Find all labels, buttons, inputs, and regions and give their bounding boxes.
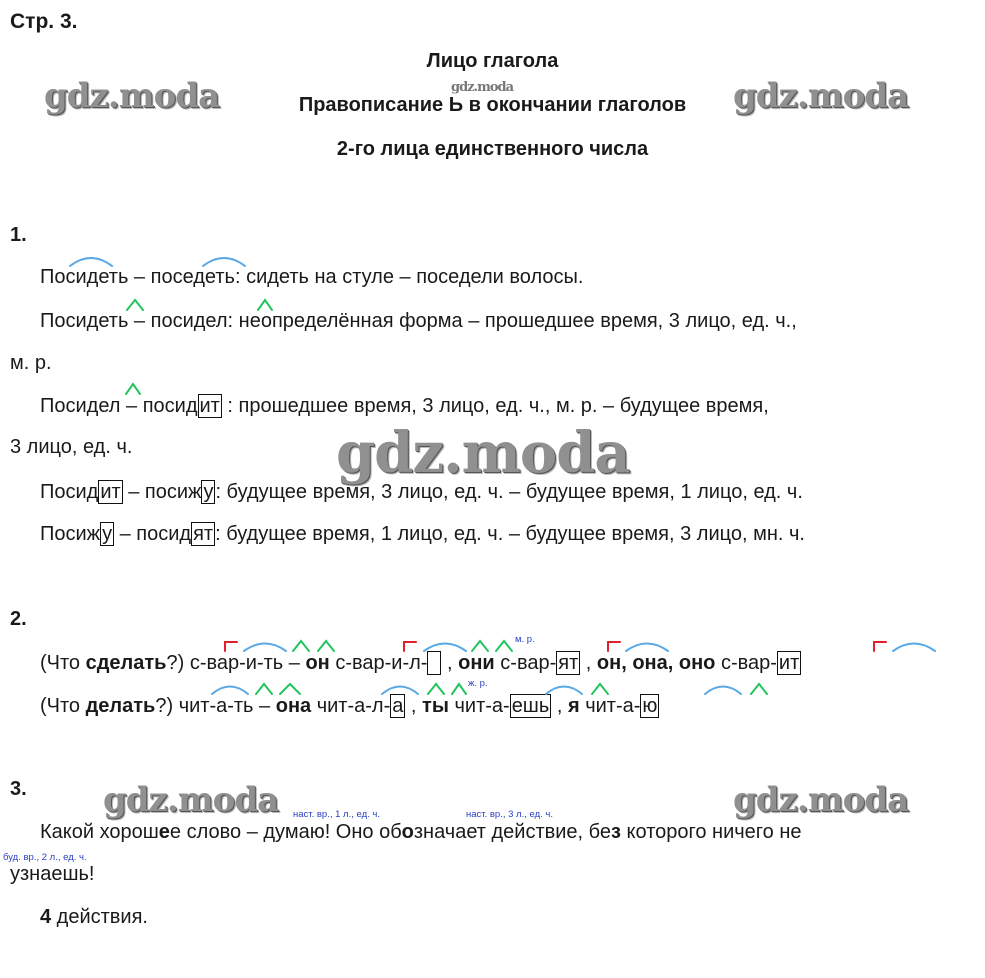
ending-box: ят	[558, 652, 579, 674]
page-number: Стр. 3.	[10, 10, 78, 33]
text-segment: е слово – думаю! Оно об	[169, 821, 402, 843]
suffix-mark	[472, 641, 488, 651]
watermark: gdz.moda	[733, 76, 909, 116]
root-arc	[70, 258, 112, 266]
word-parse: чит-а-	[454, 695, 510, 717]
word-parse: с-вар-	[720, 652, 777, 674]
text-segment: –	[253, 695, 276, 717]
answer-text: действия.	[51, 906, 148, 928]
watermark-small: gdz.moda	[451, 80, 514, 95]
suffix-mark	[452, 684, 466, 694]
page-subtitle: Правописание Ь в окончании глаголов	[298, 94, 687, 116]
root-arc	[705, 687, 741, 695]
ending-box: ят	[193, 523, 214, 545]
ending-box: ит	[100, 481, 121, 503]
ending-box: ит	[199, 395, 220, 417]
suffix-mark	[256, 684, 272, 694]
highlight-letter: е	[158, 821, 170, 843]
ending-box: у	[102, 523, 113, 545]
text-segment: : будущее время, 3 лицо, ед. ч. – будущее время, 1 лицо, ед. ч.	[215, 481, 803, 503]
root-arc	[203, 258, 245, 266]
root-arc	[382, 687, 418, 695]
text-segment: –	[283, 652, 306, 674]
exercise-1-line: 3 лицо, ед. ч.	[10, 436, 133, 458]
text-segment: ,	[580, 652, 597, 674]
ending-box: ешь	[511, 695, 550, 717]
ending-box: ит	[778, 652, 800, 674]
exercise-1-number: 1.	[10, 224, 27, 246]
watermark: gdz.moda	[103, 780, 279, 820]
root-arc	[626, 644, 668, 652]
page-title: Лицо глагола	[426, 50, 559, 72]
highlight-letter: о	[401, 821, 414, 843]
root-arc	[893, 644, 935, 652]
prefix-mark	[874, 642, 886, 651]
text-segment: : будущее время, 1 лицо, ед. ч. – будущее время, 3 лицо, мн. ч.	[215, 523, 805, 545]
pronoun: ты	[422, 695, 449, 717]
text-segment: (Что	[40, 695, 86, 717]
exercise-1-line: м. р.	[10, 352, 52, 374]
text-segment: которого ничего не	[620, 821, 802, 843]
answer-number: 4	[40, 906, 52, 928]
pronoun: она	[275, 695, 312, 717]
root-arc	[212, 687, 248, 695]
text-segment: ,	[551, 695, 568, 717]
watermark: gdz.moda	[44, 76, 220, 116]
text-segment: : прошедшее время, 3 лицо, ед. ч., м. р. – будущее время,	[221, 395, 769, 417]
question-word: сделать	[85, 652, 167, 674]
word-parse: с-вар-и-л-	[335, 652, 428, 674]
text-segment: – посид	[114, 523, 192, 545]
suffix-mark	[318, 641, 334, 651]
watermark: gdz.moda	[336, 420, 630, 486]
ending-box: у	[203, 481, 214, 503]
suffix-mark	[751, 684, 767, 694]
question-word: делать	[85, 695, 156, 717]
page-subtitle-2: 2-го лица единственного числа	[336, 138, 649, 160]
root-arc	[244, 644, 286, 652]
text-segment: ?)	[166, 652, 190, 674]
text-segment: ?)	[155, 695, 179, 717]
exercise-3-number: 3.	[10, 778, 27, 800]
suffix-mark	[428, 684, 444, 694]
text-segment: ,	[441, 652, 459, 674]
watermark: gdz.moda	[733, 780, 909, 820]
gender-note: м. р.	[515, 634, 535, 645]
exercise-1-line: Посидеть – поседеть: сидеть на стуле – поседели волосы.	[40, 266, 584, 288]
suffix-mark	[592, 684, 608, 694]
root-arc	[546, 687, 582, 695]
text-segment: Посид	[40, 481, 99, 503]
root-arc	[424, 644, 466, 652]
ending-box: а	[392, 695, 404, 717]
prefix-mark	[225, 642, 237, 651]
word-parse: чит-а-л-	[316, 695, 391, 717]
word-parse: чит-а-	[585, 695, 641, 717]
gender-note: ж. р.	[468, 678, 488, 689]
suffix-mark	[127, 300, 143, 310]
exercise-1-line: Посидеть – посидел: неопределённая форма – прошедшее время, 3 лицо, ед. ч.,	[40, 310, 797, 332]
exercise-2-number: 2.	[10, 608, 27, 630]
pronoun: они	[458, 652, 495, 674]
pronoun: я	[567, 695, 580, 717]
exercise-3-sentence-end: узнаешь!	[10, 863, 95, 885]
text-segment: – посиж	[122, 481, 202, 503]
text-segment: (Что	[40, 652, 86, 674]
text-segment: Какой хорош	[40, 821, 159, 843]
word-parse: чит-а-ть	[178, 695, 254, 717]
suffix-mark	[280, 684, 300, 694]
pronoun: он, она, оно	[596, 652, 716, 674]
highlight-letter: з	[611, 821, 621, 843]
text-segment: Посиж	[40, 523, 101, 545]
grammar-note: наст. вр., 3 л., ед. ч.	[466, 809, 553, 820]
suffix-mark	[496, 641, 512, 651]
grammar-note: буд. вр., 2 л., ед. ч.	[3, 852, 87, 863]
prefix-mark	[404, 642, 416, 651]
suffix-mark	[258, 300, 272, 310]
word-parse: с-вар-и-ть	[189, 652, 284, 674]
text-segment: значает действие, бе	[413, 821, 612, 843]
suffix-mark	[126, 384, 140, 394]
pronoun: он	[305, 652, 330, 674]
grammar-note: наст. вр., 1 л., ед. ч.	[293, 809, 380, 820]
text-segment: ,	[405, 695, 423, 717]
word-parse: с-вар-	[500, 652, 557, 674]
text-segment: Посидел – посид	[40, 395, 198, 417]
suffix-mark	[293, 641, 309, 651]
ending-box: ю	[642, 695, 658, 717]
prefix-mark	[608, 642, 620, 651]
